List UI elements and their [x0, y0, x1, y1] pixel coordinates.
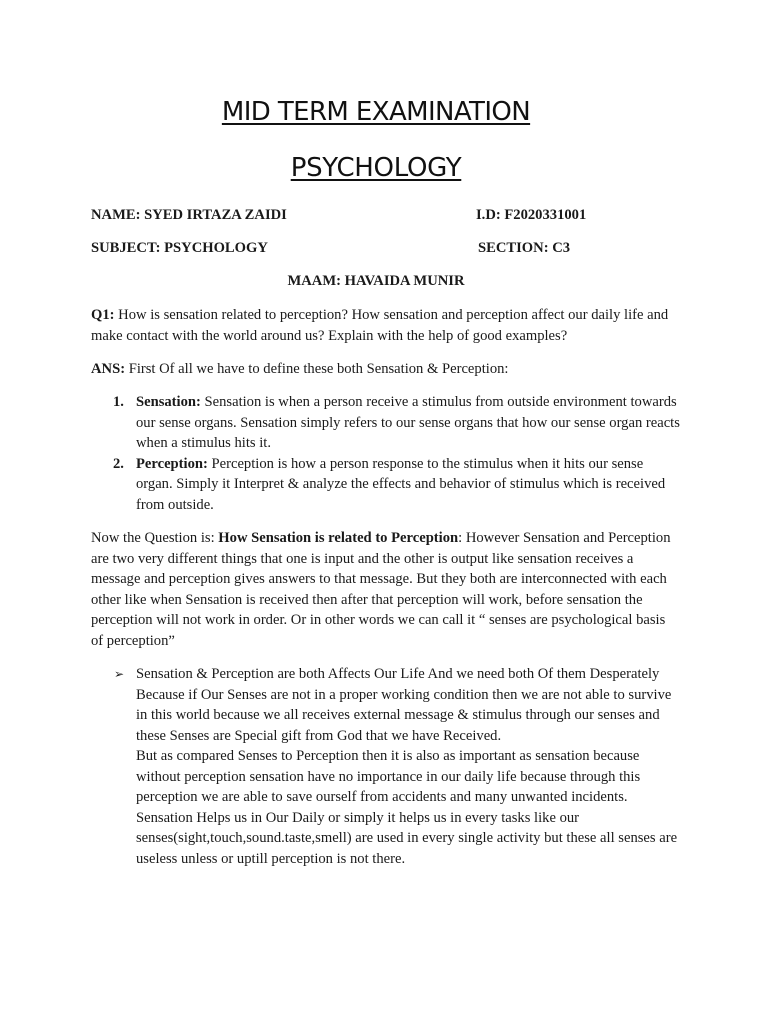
- list-item: [91, 392, 681, 454]
- bullet-paragraph: Sensation & Perception are both Affects Our Life And we need both Of them Desperately Because if Our Senses are not in a proper working condition then we are not able to survive in this world because we all receives external message & stimulus through our senses and these Senses are Special gift from God that we have Received.: [136, 666, 672, 744]
- student-name: NAME: SYED IRTAZA ZAIDI: [91, 207, 287, 223]
- list-term: Perception:: [136, 455, 208, 472]
- list-item: [91, 454, 681, 516]
- list-text: Sensation is when a person receive a stimulus from outside environment towards our sense organs. Sensation simply refers to our sense organs that how our sense organ reacts when a stimulus hits it.: [136, 394, 680, 451]
- bullet-text: [91, 664, 681, 869]
- bullet-paragraph: But as compared Senses to Perception then it is also as important as sensation because without perception sensation have no importance in our daily life because through this perception we are able to save ourself from accidents and many unwanted incidents. Sensation Helps us in Our Daily or simply it helps us in every tasks like our senses(sight,touch,sound.taste,smell) are used in every single activity but these all senses are useless unless or uptill perception is not there.: [136, 748, 678, 867]
- relation-heading: How Sensation is related to Perception: [218, 530, 459, 546]
- teacher-line: MAAM: HAVAIDA MUNIR: [287, 273, 465, 289]
- definition-list: [91, 392, 681, 515]
- bullet-item: [91, 664, 681, 869]
- answer-label: ANS:: [91, 361, 126, 377]
- list-text: Perception is how a person response to the stimulus when it hits our sense organ. Simply it Interpret & analyze the effects and behavior of stimulus which is received from outside.: [136, 455, 666, 513]
- exam-title: MID TERM EXAMINATION: [221, 97, 531, 127]
- section-line: SECTION: C3: [478, 240, 571, 256]
- subject-title: PSYCHOLOGY: [290, 153, 462, 183]
- answer-intro: [91, 359, 681, 380]
- list-number: 1.: [113, 394, 124, 410]
- question-label: Q1:: [91, 307, 115, 323]
- question-paragraph: [91, 305, 681, 346]
- question-text: How is sensation related to perception? How sensation and perception affect our daily life and make contact with the world around us? Explain with the help of good examples?: [91, 307, 669, 344]
- arrow-bullet-icon: ➢: [114, 667, 125, 681]
- answer-intro-text: First Of all we have to define these both Sensation & Perception:: [125, 361, 509, 377]
- relation-text: : However Sensation and Perception are two very different things that one is input and the other is output like sensation receives a message and perception gives answers to that message. But they both are interconnected with each other like when Sensation is received then after that perception will work, before sensation the perception will not work in order. Or in other words we can call it “ senses are psychological basis of perception”: [91, 530, 671, 649]
- list-term: Sensation:: [136, 394, 201, 410]
- list-number: 2.: [113, 455, 124, 472]
- relation-prefix: Now the Question is:: [91, 530, 219, 546]
- student-id: I.D: F2020331001: [476, 207, 587, 223]
- relation-paragraph: [91, 528, 681, 651]
- subject-line: SUBJECT: PSYCHOLOGY: [91, 240, 268, 256]
